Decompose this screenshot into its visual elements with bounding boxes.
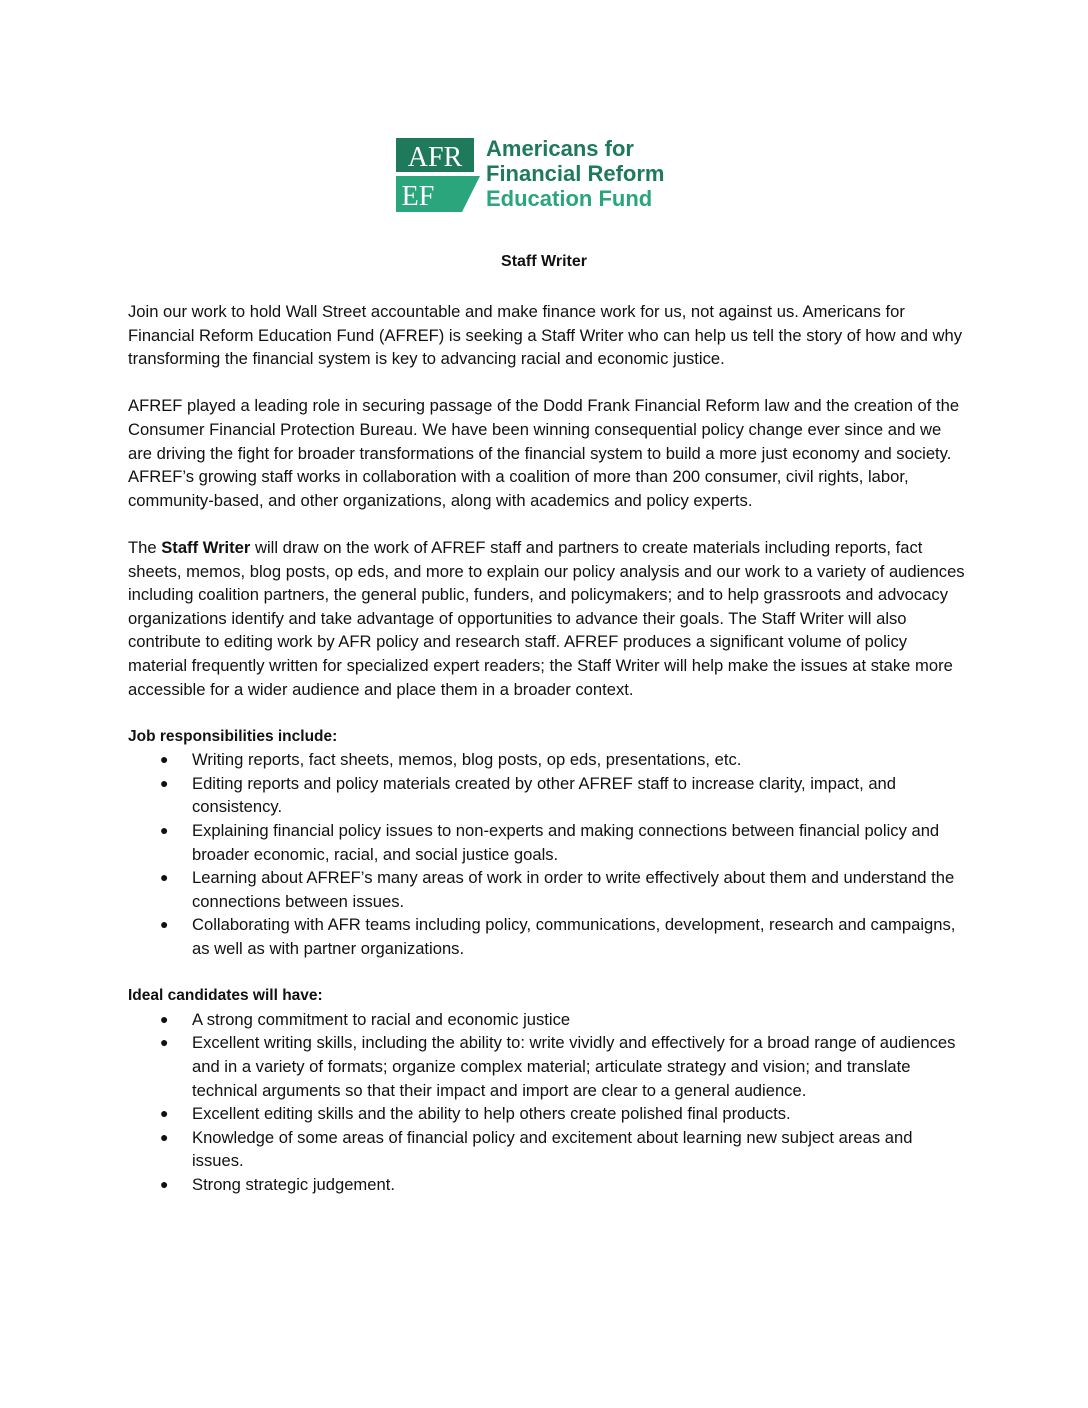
document-body: [128, 300, 968, 1220]
logo-line-1: Americans for: [486, 136, 634, 161]
list-item: [128, 772, 968, 819]
bullet-icon: ●: [160, 1105, 169, 1122]
list-item: [128, 1031, 968, 1102]
bullet-icon: ●: [160, 1128, 169, 1145]
list-item-text: Excellent editing skills and the ability to help others create polished final products.: [192, 1104, 791, 1124]
logo-mark-top: AFR: [407, 142, 463, 173]
logo-wordmark: [486, 136, 664, 211]
afref-logo: [396, 136, 706, 216]
page-title: Staff Writer: [501, 253, 587, 270]
list-item-text: A strong commitment to racial and economic justice: [192, 1009, 571, 1029]
p3-prefix: The: [128, 537, 162, 557]
candidates-heading: Ideal candidates will have:: [128, 987, 323, 1005]
bullet-icon: ●: [160, 751, 169, 768]
bullet-icon: ●: [160, 1010, 169, 1027]
list-item-text: Editing reports and policy materials created by other AFREF staff to increase clarity, impact, and consistency.: [192, 773, 897, 817]
list-item-text: Excellent writing skills, including the ability to: write vividly and effectively for a broad range of audiences and in a variety of formats; organize complex material; articulate strategy and vision; and translate technical arguments so that their impact and import are clear to a general audience.: [192, 1033, 956, 1100]
responsibilities-list: [128, 748, 968, 960]
bullet-icon: ●: [160, 774, 169, 791]
list-item: [128, 1173, 968, 1197]
list-item: [128, 913, 968, 960]
intro-paragraph-3: [128, 536, 968, 701]
bullet-icon: ●: [160, 822, 169, 839]
bullet-icon: ●: [160, 869, 169, 886]
list-item-text: Strong strategic judgement.: [192, 1174, 395, 1194]
list-item-text: Collaborating with AFR teams including policy, communications, development, research and campaigns, as well as with partner organizations.: [192, 915, 956, 959]
list-item: [128, 819, 968, 866]
list-item: [128, 866, 968, 913]
logo-line-2: Financial Reform: [486, 161, 665, 186]
list-item-text: Writing reports, fact sheets, memos, blog posts, op eds, presentations, etc.: [192, 750, 742, 770]
logo-mark-bottom: EF: [401, 181, 435, 212]
logo-line-3: Education Fund: [486, 186, 653, 211]
list-item-text: Knowledge of some areas of financial policy and excitement about learning new subject areas and issues.: [192, 1127, 913, 1171]
list-item: [128, 748, 968, 772]
candidates-list: [128, 1008, 968, 1197]
p3-rest: will draw on the work of AFREF staff and partners to create materials including reports, fact sheets, memos, blog posts, op eds, and more to explain our policy analysis and our work to a variety of audiences including coalition partners, the general public, funders, and policymakers; and to help grassroots and advocacy organizations identify and take advantage of opportunities to advance their goals. The Staff Writer will also contribute to editing work by AFR policy and research staff. AFREF produces a significant volume of policy material frequently written for specialized expert readers; the Staff Writer will help make the issues at stake more accessible for a wider audience and place them in a broader context.: [128, 537, 965, 699]
list-item-text: Explaining financial policy issues to non-experts and making connections between financial policy and broader economic, racial, and social justice goals.: [192, 821, 940, 864]
responsibilities-heading: Job responsibilities include:: [128, 727, 338, 745]
list-item: [128, 1008, 968, 1032]
list-item: [128, 1102, 968, 1126]
bullet-icon: ●: [160, 916, 169, 933]
intro-paragraph-1: Join our work to hold Wall Street accountable and make finance work for us, not against us. Americans for Financial Reform Education Fund (AFREF) is seeking a Staff Writer who can help us tell the story of how and why transforming the financial system is key to advancing racial and economic justice.: [128, 302, 963, 369]
bullet-icon: ●: [160, 1175, 169, 1192]
bullet-icon: ●: [160, 1034, 169, 1051]
afref-logo-mark: [396, 138, 480, 212]
intro-paragraph-2: AFREF played a leading role in securing passage of the Dodd Frank Financial Reform law and the creation of the Consumer Financial Protection Bureau. We have been winning consequential policy change ever since and we are driving the fight for broader transformations of the financial system to build a more just economy and society. AFREF’s growing staff works in collaboration with a coalition of more than 200 consumer, civil rights, labor, community-based, and other organizations, along with academics and policy experts.: [128, 396, 960, 510]
p3-bold-role: Staff Writer: [161, 537, 251, 557]
list-item: [128, 1126, 968, 1173]
list-item-text: Learning about AFREF’s many areas of work in order to write effectively about them and understand the connections between issues.: [192, 868, 955, 911]
